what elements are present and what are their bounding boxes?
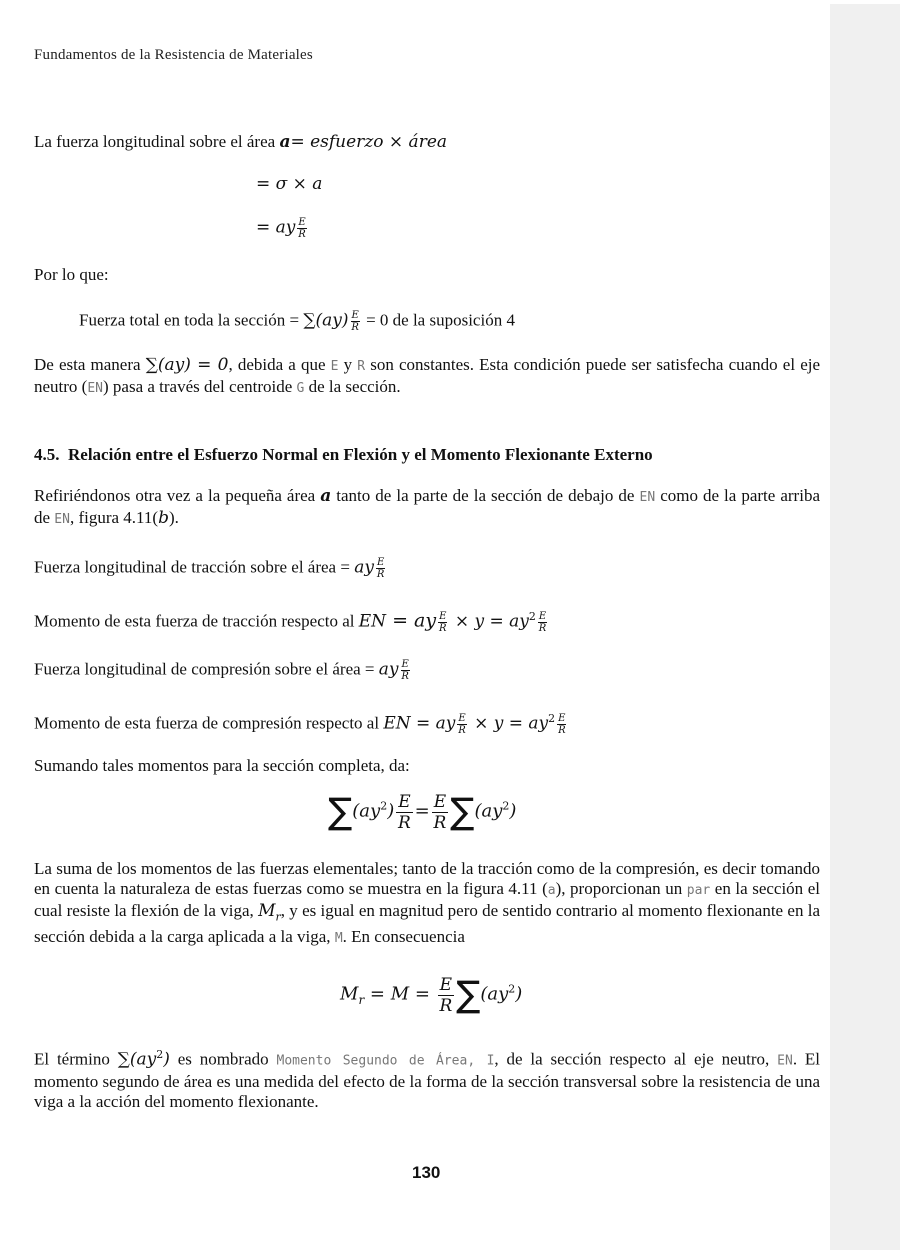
symbol-m: M [334,931,343,947]
symbol-m: M [340,983,359,1005]
fraction-e-over-r [376,557,385,580]
subscript-r: r [358,993,365,1008]
suma-paragraph [34,859,820,949]
total-force-line [79,310,515,333]
equation-traction-moment [34,607,549,634]
frac-num: E [376,557,385,568]
fraction-e-over-r [297,217,306,240]
text: en la sección el cual resiste la flexión de la viga, [34,879,820,920]
equation-mid: × y = ay [468,713,549,734]
eq-middle: = M = [364,983,436,1005]
frac-num: E [298,217,306,228]
equation-lhs: EN [358,611,387,632]
sum-symbol: ∑ [456,974,481,1016]
text: , figura 4.11( [69,508,159,527]
fraction-e-over-r [401,659,410,682]
text: de la sección. [304,377,401,396]
text: ), proporcionan un [555,879,687,898]
equation-text: Momento de esta fuerza de compresión respecto al [34,713,384,733]
frac-num: E [458,713,466,725]
termino-paragraph [34,1045,820,1112]
text: . El momento segundo de área es una medida del efecto de la forma de la sección transversal sobre la resistencia de una viga a la acción del momento flexionante. [34,1049,821,1111]
text: y [338,355,358,374]
frac-den: R [376,569,385,580]
display-equation-2 [340,975,522,1016]
fraction-e-over-r [557,713,566,736]
eq-close: ) [387,800,395,822]
fraction-e-over-r [457,713,466,736]
fraction-e-over-r [396,792,412,833]
equation-expr: = ay [410,713,456,734]
frac-den: R [398,813,411,833]
frac-num: E [433,792,447,812]
section-number: 4.5. [34,445,60,464]
frac-num: E [398,792,411,812]
intro-equation: = esfuerzo × área [290,132,448,152]
section-heading [34,445,653,465]
eq-close: ) [515,983,523,1005]
frac-num: E [439,975,453,995]
fraction-e-over-r [438,611,447,634]
intro-line-3 [256,217,309,240]
equation-text: Fuerza longitudinal de tracción sobre el área = [34,557,355,577]
intro-expr: = ay [256,217,296,238]
area-symbol: a [279,132,291,152]
frac-den: R [558,725,566,737]
intro-line-1 [34,132,447,152]
eq-term: (ay [474,800,503,822]
sum-symbol: ∑ [328,791,353,833]
exponent: 2 [156,1048,164,1061]
text: tanto de la parte de la sección de debajo de [331,486,640,505]
equals-sign: = [414,800,430,822]
side-panel [830,4,900,1250]
text: como de la parte arriba de [34,486,820,527]
exponent: 2 [380,799,388,813]
sumando-line: Sumando tales momentos para la sección completa, da: [34,756,410,775]
equation-expr: ay [354,557,374,578]
term-second-moment: Momento Segundo de Área, I [276,1053,495,1069]
text: , debida a que [228,355,331,374]
symbol-en: EN [87,381,103,396]
equation-mid: × y = ay [449,611,529,632]
equation-lhs: EN [383,713,411,734]
equation-text: Momento de esta fuerza de tracción respecto al [34,611,359,631]
fraction-e-over-r [438,975,454,1016]
frac-den: R [439,623,447,635]
display-equation-1 [328,792,516,833]
subscript-r: r [275,910,281,924]
text: ). [168,508,179,527]
frac-num: E [351,310,359,321]
total-force-text: Fuerza total en toda la sección = [79,310,304,330]
text: , de la sección respecto al eje neutro, [494,1049,778,1069]
symbol-en: EN [777,1053,793,1069]
eq-term: (ay [480,983,509,1005]
condition-paragraph [34,355,820,399]
symbol-m: M [258,901,276,921]
frac-den: R [433,813,447,833]
figure-sub-a: a [547,883,556,898]
fraction-e-over-r [351,310,360,333]
text: La suma de los momentos de las fuerzas elementales; tanto de la tracción como de la compresión, es decir tomando en cuenta la naturaleza de estas fuerzas como se muestra en la figura 4.11 ( [34,859,820,898]
figure-sub-b: b [158,508,169,528]
symbol-en: EN [639,490,656,505]
intro-line-2: = σ × a [256,174,323,194]
equation-expr: = ay [386,609,437,632]
equation-traction-force [34,557,387,580]
eq-close: ) [163,1049,170,1070]
exponent: 2 [548,712,556,725]
sum-expression: ∑(ay) = 0 [145,355,229,375]
frac-num: E [401,659,409,670]
text: Refiriéndonos otra vez a la pequeña área [34,486,321,505]
frac-num: E [558,713,566,725]
equation-text: Fuerza longitudinal de compresión sobre el área = [34,659,379,679]
frac-den: R [458,725,466,737]
section-title: Relación entre el Esfuerzo Normal en Flexión y el Momento Flexionante Externo [68,445,653,464]
term-par: par [686,883,711,898]
text: El término [34,1049,118,1069]
symbol-e: E [330,359,339,374]
text: ) pasa a través del centroide [103,377,297,396]
symbol-en: EN [54,512,70,527]
text: son constantes. Esta condición puede ser satisfecha cuando el eje neutro ( [34,355,821,396]
equation-compression-force [34,659,412,682]
text: De esta manera [34,355,146,374]
intro-text: La fuerza longitudinal sobre el área [34,132,280,151]
exponent: 2 [508,982,516,996]
fraction-e-over-r [538,611,547,634]
total-force-sum: ∑(ay) [303,310,349,331]
eq-term: (ay [352,800,381,822]
frac-den: R [298,229,306,240]
frac-num: E [538,611,547,623]
text: , y es igual en magnitud pero de sentido contrario al momento flexionante en la sección debida a la carga aplicada a la viga, [34,901,821,947]
equation-expr: ay [378,659,399,680]
text: . En consecuencia [342,927,465,947]
page-number: 130 [412,1163,441,1182]
text: es nombrado [169,1049,277,1069]
fraction-e-over-r [432,792,448,833]
equation-compression-moment [34,709,568,736]
area-symbol: a [320,486,332,506]
por-lo-que: Por lo que: [34,265,109,284]
frac-den: R [401,671,409,682]
frac-den: R [538,623,547,635]
exponent: 2 [502,799,510,813]
frac-den: R [439,996,453,1016]
frac-den: R [351,322,359,333]
running-header: Fundamentos de la Resistencia de Materiales [34,47,313,63]
sum-expression: ∑(ay [117,1049,157,1070]
frac-num: E [439,611,447,623]
symbol-r: R [357,359,366,374]
exponent: 2 [528,610,536,623]
eq-close: ) [509,800,517,822]
sum-symbol: ∑ [450,791,475,833]
symbol-g: G [296,381,305,396]
total-force-suffix: = 0 de la suposición 4 [361,310,515,330]
refiriendonos-paragraph [34,486,820,530]
